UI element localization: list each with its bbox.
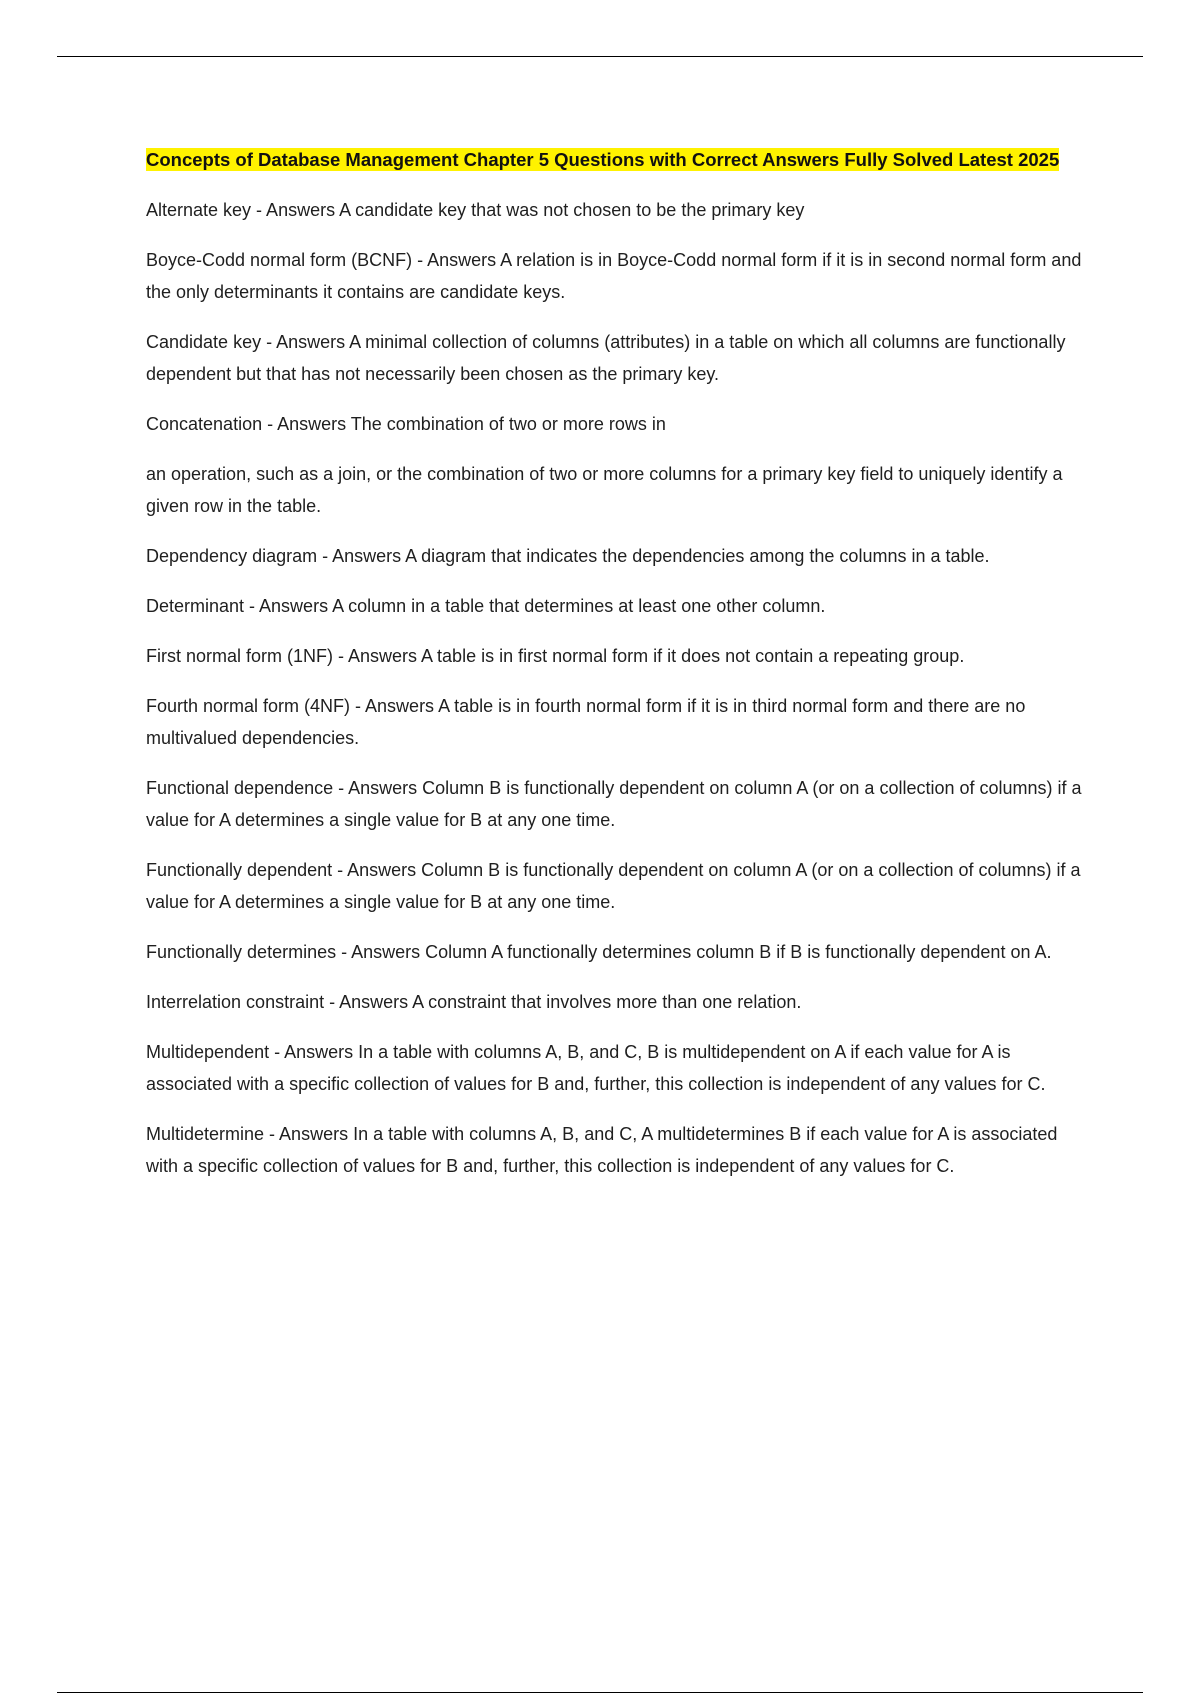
entry-dependency-diagram: Dependency diagram - Answers A diagram that indicates the dependencies among the columns in a table. bbox=[146, 546, 990, 566]
entry-candidate-key: Candidate key - Answers A minimal collection of columns (attributes) in a table on which all columns are functionally dependent but that has not necessarily been chosen as the primary key. bbox=[146, 332, 1066, 384]
entry-concatenation: Concatenation - Answers The combination of two or more rows in bbox=[146, 414, 666, 434]
entry-concatenation-continued: an operation, such as a join, or the combination of two or more columns for a primary key field to uniquely identify a given row in the table. bbox=[146, 464, 1063, 516]
entry-bcnf: Boyce-Codd normal form (BCNF) - Answers A relation is in Boyce-Codd normal form if it is in second normal form and the only determinants it contains are candidate keys. bbox=[146, 250, 1082, 302]
document-title-text: Concepts of Database Management Chapter 5 Questions with Correct Answers Fully Solved Latest 2025 bbox=[146, 149, 1060, 170]
entry-determinant: Determinant - Answers A column in a table that determines at least one other column. bbox=[146, 596, 826, 616]
footer-rule bbox=[57, 1692, 1143, 1693]
entry-alternate-key: Alternate key - Answers A candidate key that was not chosen to be the primary key bbox=[146, 200, 805, 220]
entry-first-normal-form: First normal form (1NF) - Answers A table is in first normal form if it does not contain a repeating group. bbox=[146, 646, 965, 666]
entry-functionally-dependent: Functionally dependent - Answers Column B is functionally dependent on column A (or on a collection of columns) if a value for A determines a single value for B at any one time. bbox=[146, 860, 1081, 912]
entry-multidetermine: Multidetermine - Answers In a table with columns A, B, and C, A multidetermines B if each value for A is associated with a specific collection of values for B and, further, this collection is independent of any values for C. bbox=[146, 1124, 1058, 1176]
entry-interrelation-constraint: Interrelation constraint - Answers A constraint that involves more than one relation. bbox=[146, 992, 802, 1012]
header-rule bbox=[57, 56, 1143, 57]
document-body bbox=[146, 144, 1086, 1200]
entry-fourth-normal-form: Fourth normal form (4NF) - Answers A table is in fourth normal form if it is in third normal form and there are no multivalued dependencies. bbox=[146, 696, 1026, 748]
entry-functionally-determines: Functionally determines - Answers Column A functionally determines column B if B is functionally dependent on A. bbox=[146, 942, 1052, 962]
entry-multidependent: Multidependent - Answers In a table with columns A, B, and C, B is multidependent on A if each value for A is associated with a specific collection of values for B and, further, this collection is independent of any values for C. bbox=[146, 1042, 1046, 1094]
entry-functional-dependence: Functional dependence - Answers Column B is functionally dependent on column A (or on a collection of columns) if a value for A determines a single value for B at any one time. bbox=[146, 778, 1082, 830]
document-title bbox=[146, 144, 1086, 176]
